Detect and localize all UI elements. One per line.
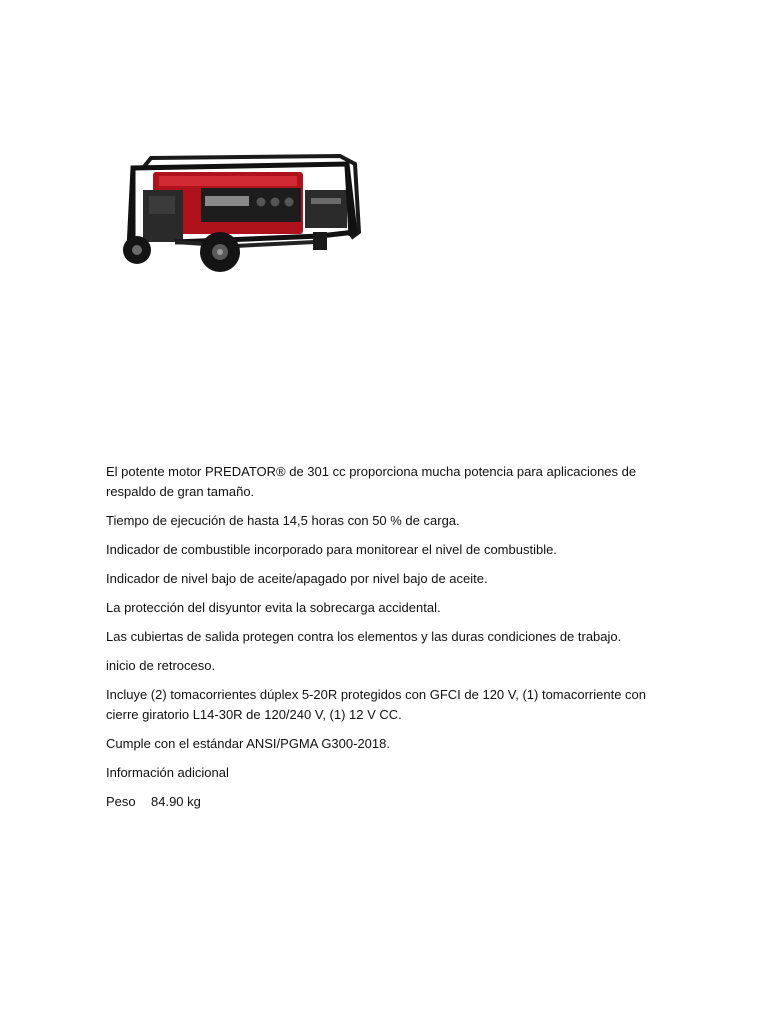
- paragraph: La protección del disyuntor evita la sobrecarga accidental.: [106, 600, 441, 615]
- section-heading: Información adicional: [106, 765, 229, 780]
- paragraph: El potente motor PREDATOR® de 301 cc proporciona mucha potencia para aplicaciones de respaldo de gran tamaño.: [106, 464, 637, 499]
- paragraph: Cumple con el estándar ANSI/PGMA G300-2018.: [106, 736, 390, 751]
- paragraph: Incluye (2) tomacorrientes dúplex 5-20R protegidos con GFCI de 120 V, (1) tomacorriente con cierre giratorio L14-30R de 120/240 V, (1) 12 V CC.: [106, 687, 647, 722]
- spec-row-weight: [106, 792, 666, 812]
- paragraph: Indicador de nivel bajo de aceite/apagado por nivel bajo de aceite.: [106, 571, 488, 586]
- spec-value: 84.90 kg: [151, 794, 201, 809]
- paragraph: inicio de retroceso.: [106, 658, 216, 673]
- product-description: [106, 462, 666, 821]
- generator-image: [115, 150, 370, 275]
- paragraph: Indicador de combustible incorporado para monitorear el nivel de combustible.: [106, 542, 557, 557]
- paragraph: Tiempo de ejecución de hasta 14,5 horas con 50 % de carga.: [106, 513, 460, 528]
- spec-label: Peso: [106, 794, 136, 809]
- paragraph: Las cubiertas de salida protegen contra los elementos y las duras condiciones de trabajo.: [106, 629, 622, 644]
